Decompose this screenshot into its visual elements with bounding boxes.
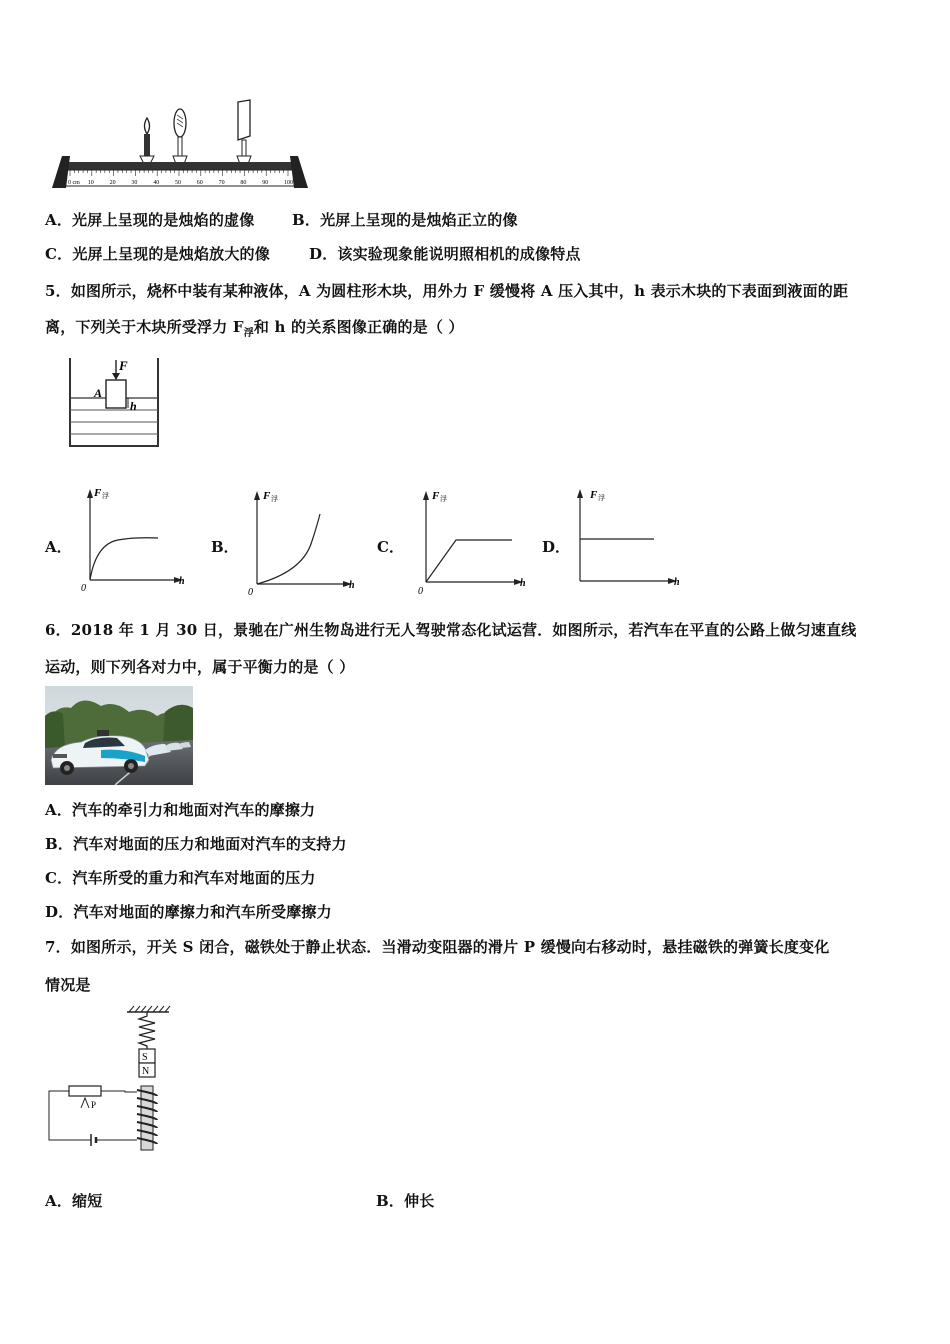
bench-tick-label: 80 — [240, 180, 247, 186]
q6-option-d[interactable]: D．汽车对地面的摩擦力和汽车所受摩擦力 — [45, 903, 332, 921]
graph-a-curve — [90, 538, 158, 580]
graph-b-curve — [257, 514, 320, 584]
q4-option-a[interactable]: A．光屏上呈现的是烛焰的虚像 — [45, 211, 255, 229]
graph-a-origin: 0 — [81, 583, 86, 594]
spring-icon — [139, 1012, 155, 1049]
q4-option-c[interactable]: C．光屏上呈现的是烛焰放大的像 — [45, 245, 270, 263]
graph-b-origin: 0 — [248, 587, 253, 598]
q4-option-d[interactable]: D．该实验现象能说明照相机的成像特点 — [309, 245, 581, 263]
convex-lens-icon — [173, 109, 187, 164]
graph-b-y-sub: 浮 — [271, 495, 278, 503]
graph-d-x-label: h — [674, 577, 680, 588]
q7-stem-line-1: 7．如图所示，开关 S 闭合，磁铁处于静止状态．当滑动变阻器的滑片 P 缓慢向右移动时，悬挂磁铁的弹簧长度变化 — [45, 938, 830, 956]
bench-tick-label: 60 — [196, 180, 203, 186]
q5-stem-line-1: 5．如图所示，烧杯中装有某种液体，A 为圆柱形木块，用外力 F 缓慢将 A 压入其中，h 表示木块的下表面到液面的距 — [45, 282, 849, 300]
slider-p-label: P — [91, 1100, 97, 1110]
q6-option-a[interactable]: A．汽车的牵引力和地面对汽车的摩擦力 — [45, 801, 316, 819]
graph-c-y-sub: 浮 — [440, 495, 447, 503]
ceiling-support — [127, 1006, 170, 1012]
q7-option-b[interactable]: B．伸长 — [376, 1192, 435, 1210]
candle-icon — [140, 118, 154, 164]
graph-b-x-label: h — [349, 580, 355, 591]
q5-graph-a[interactable] — [78, 484, 190, 596]
electromagnet-coil — [137, 1086, 157, 1150]
bench-tick-label: 50 — [175, 180, 181, 186]
q6-option-c[interactable]: C．汽车所受的重力和汽车对地面的压力 — [45, 869, 316, 887]
q6-stem-line-2: 运动，则下列各对力中，属于平衡力的是（ ） — [45, 658, 355, 676]
q6-option-b[interactable]: B．汽车对地面的压力和地面对汽车的支持力 — [45, 835, 347, 853]
q5-graph-b[interactable] — [245, 484, 360, 598]
wooden-block — [106, 380, 126, 408]
light-screen-icon — [237, 100, 251, 164]
graph-c-origin: 0 — [418, 586, 423, 597]
q5-option-c-label[interactable]: C． — [377, 538, 404, 556]
bench-tick-label: 100 — [284, 180, 293, 186]
graph-b-y-label: F — [263, 490, 271, 502]
q5-stem-line-2: 离，下列关于木块所受浮力 $F_浮$和 h 的关系图像正确的是（ ） — [45, 318, 464, 339]
q5-option-d-label[interactable]: D． — [542, 538, 571, 556]
autonomous-car-photo — [45, 686, 193, 785]
bench-tick-label: 90 — [262, 180, 269, 186]
q7-option-a[interactable]: A．缩短 — [45, 1192, 103, 1210]
graph-a-y-sub: 浮 — [102, 492, 109, 500]
magnet-n-label: N — [142, 1066, 150, 1077]
bench-tick-label: 0 cm — [68, 180, 80, 186]
graph-c-x-label: h — [520, 578, 526, 589]
bench-tick-label: 40 — [153, 180, 160, 186]
beaker-figure — [66, 352, 162, 450]
q5-graph-c[interactable] — [414, 484, 530, 598]
battery-icon — [91, 1134, 96, 1146]
q7-stem-line-2: 情况是 — [45, 976, 91, 994]
q5-graph-d[interactable] — [570, 484, 686, 594]
optical-bench-figure — [44, 98, 310, 192]
magnet-s-label: S — [142, 1052, 148, 1063]
bench-tick-label: 20 — [109, 180, 116, 186]
graph-c-line — [426, 540, 512, 582]
electromagnet-circuit-figure — [45, 1004, 173, 1154]
bench-tick-label: 10 — [87, 180, 94, 186]
q5-option-a-label[interactable]: A． — [45, 538, 72, 556]
graph-d-y-sub: 浮 — [598, 494, 605, 502]
graph-a-x-label: h — [179, 576, 185, 587]
rheostat-icon — [69, 1086, 101, 1096]
graph-d-y-label: F — [590, 489, 598, 501]
force-label: F — [119, 358, 128, 373]
bench-tick-label: 70 — [218, 180, 225, 186]
block-label: A — [94, 386, 103, 400]
q5-option-b-label[interactable]: B． — [211, 538, 239, 556]
graph-a-y-label: F — [94, 487, 102, 499]
depth-label: h — [130, 399, 137, 413]
q6-stem-line-1: 6．2018 年 1 月 30 日，景驰在广州生物岛进行无人驾驶常态化试运营．如图所示，若汽车在平直的公路上做匀速直线 — [45, 621, 857, 639]
bench-tick-label: 30 — [131, 180, 138, 186]
q4-option-b[interactable]: B．光屏上呈现的是烛焰正立的像 — [292, 211, 518, 229]
graph-c-y-label: F — [432, 490, 440, 502]
